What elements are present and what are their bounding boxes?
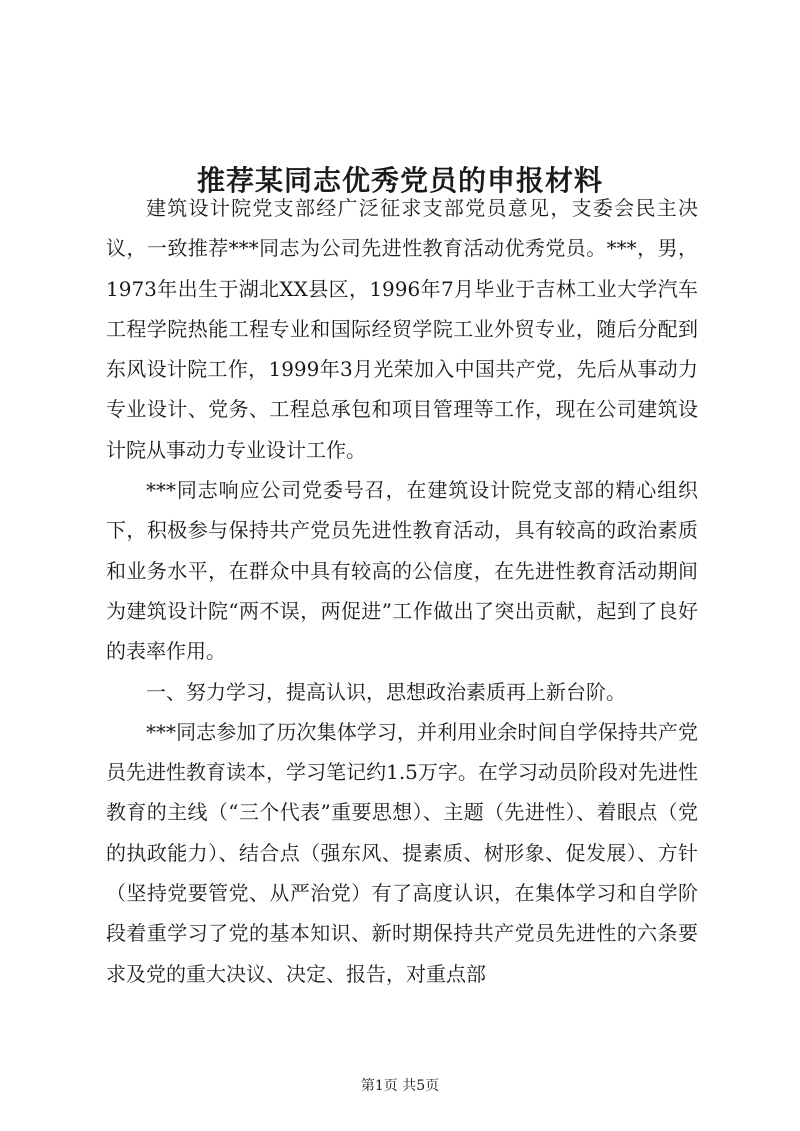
paragraph-response: ***同志响应公司党委号召，在建筑设计院党支部的精心组织下，积极参与保持共产党员先进性教育活动，具有较高的政治素质和业务水平，在群众中具有较高的公信度，在先进性教育活动期间为建筑设计院“两不误，两促进”工作做出了突出贡献，起到了良好的表率作用。 [106, 478, 698, 664]
section-heading-1: 一、努力学习，提高认识，思想政治素质再上新台阶。 [146, 679, 626, 704]
document-title: 推荐某同志优秀党员的申报材料 [196, 163, 603, 197]
paragraph-intro: 建筑设计院党支部经广泛征求支部党员意见，支委会民主决议，一致推荐***同志为公司先进性教育活动优秀党员。***，男，1973年出生于湖北XX县区，1996年7月毕业于吉林工业大学汽车工程学院热能工程专业和国际经贸学院工业外贸专业，随后分配到东风设计院工作，1999年3月光荣加入中国共产党，先后从事动力专业设计、党务、工程总承包和项目管理等工作，现在公司建筑设计院从事动力专业设计工作。 [106, 196, 698, 462]
paragraph-study: ***同志参加了历次集体学习，并利用业余时间自学保持共产党员先进性教育读本，学习笔记约1.5万字。在学习动员阶段对先进性教育的主线（“三个代表”重要思想）、主题（先进性）、着眼点（党的执政能力）、结合点（强东风、提素质、树形象、促发展）、方针（坚持党要管党、从严治党）有了高度认识，在集体学习和自学阶段着重学习了党的基本知识、新时期保持共产党员先进性的六条要求及党的重大决议、决定、报告，对重点部 [106, 719, 698, 986]
document-body [106, 188, 698, 994]
page-number-footer: 第1页 共5页 [360, 1078, 440, 1094]
